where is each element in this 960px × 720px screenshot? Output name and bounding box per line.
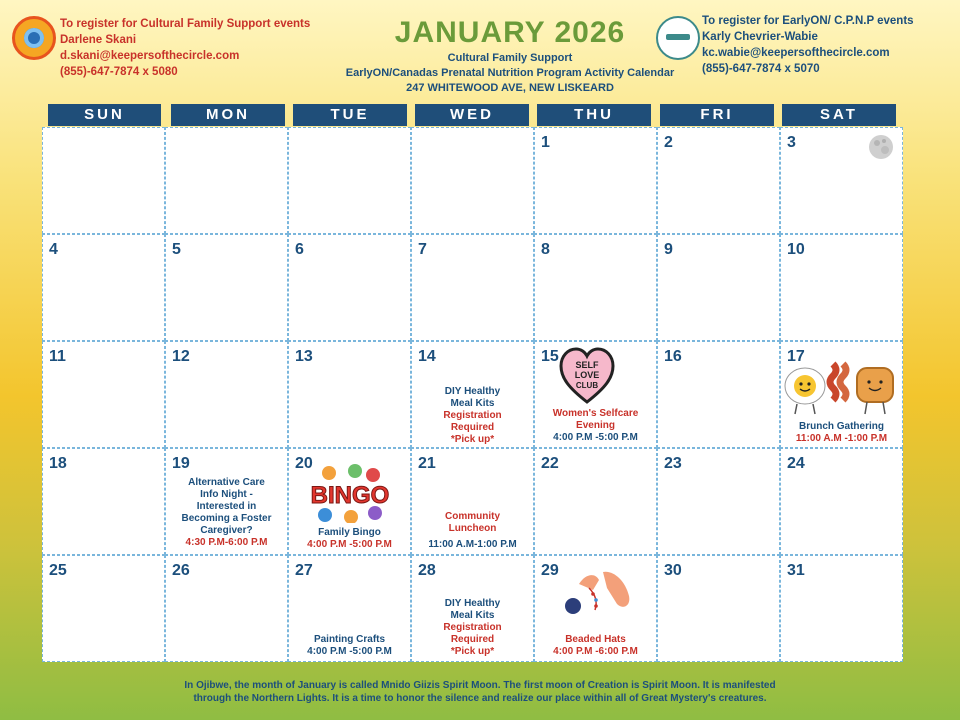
cultural-family-contact xyxy=(60,16,310,80)
day-number: 23 xyxy=(664,455,682,472)
day-number: 27 xyxy=(295,562,313,579)
weekday-header-wed: WED xyxy=(415,104,529,126)
footer-line: In Ojibwe, the month of January is called Mnido Giizis Spirit Moon. The first moon of Creation is Spirit Moon. It is manifested xyxy=(184,680,776,691)
day-number: 28 xyxy=(418,562,436,579)
day-cell-20[interactable] xyxy=(288,448,411,555)
day-cell-28[interactable] xyxy=(411,555,534,662)
event-title-line: Info Night - xyxy=(200,489,253,500)
event-beaded-hats[interactable] xyxy=(535,634,656,658)
weekday-header-fri: FRI xyxy=(660,104,774,126)
event-title-line: Becoming a Foster xyxy=(181,513,272,524)
event-time: 4:00 P.M -5:00 P.M xyxy=(553,432,638,443)
day-number: 10 xyxy=(787,241,805,258)
event-family-bingo[interactable] xyxy=(289,527,410,551)
event-alternative-care[interactable] xyxy=(166,477,287,549)
day-cell-24[interactable] xyxy=(780,448,903,555)
heart-text: SELF xyxy=(575,360,599,370)
event-note-line: Registration xyxy=(443,410,502,421)
subtitle-calendar: EarlyON/Canadas Prenatal Nutrition Program Activity Calendar xyxy=(345,67,675,79)
day-cell-empty xyxy=(165,127,288,234)
event-title-line: Beaded Hats xyxy=(565,634,626,645)
contact-email[interactable]: d.skani@keepersofthecircle.com xyxy=(60,50,240,62)
beading-hands-icon xyxy=(559,566,637,622)
event-meal-kits[interactable] xyxy=(412,598,533,658)
day-cell-11[interactable] xyxy=(42,341,165,448)
day-cell-15[interactable] xyxy=(534,341,657,448)
day-number: 14 xyxy=(418,348,436,365)
day-cell-30[interactable] xyxy=(657,555,780,662)
weekday-header-sat: SAT xyxy=(782,104,896,126)
self-love-heart-icon xyxy=(559,346,615,406)
contact-name: Darlene Skani xyxy=(60,34,137,46)
contact-name: Karly Chevrier-Wabie xyxy=(702,31,818,43)
event-title-line: Interested in xyxy=(196,501,257,512)
weekday-header-mon: MON xyxy=(171,104,285,126)
event-title-line: Family Bingo xyxy=(318,527,381,538)
day-cell-25[interactable] xyxy=(42,555,165,662)
day-cell-14[interactable] xyxy=(411,341,534,448)
day-number: 30 xyxy=(664,562,682,579)
event-title-line: Women's Selfcare xyxy=(552,408,639,419)
day-cell-26[interactable] xyxy=(165,555,288,662)
day-cell-27[interactable] xyxy=(288,555,411,662)
event-title-line: DIY Healthy xyxy=(444,598,501,609)
day-number: 11 xyxy=(49,348,66,365)
subtitle-address: 247 WHITEWOOD AVE, NEW LISKEARD xyxy=(406,82,614,94)
event-note-line: *Pick up* xyxy=(450,646,495,657)
contact-phone[interactable]: (855)-647-7874 x 5080 xyxy=(60,66,178,78)
brunch-food-characters-icon xyxy=(783,358,901,416)
organization-logo-right-icon xyxy=(656,16,700,60)
day-cell-empty xyxy=(288,127,411,234)
day-number: 24 xyxy=(787,455,805,472)
day-number: 21 xyxy=(418,455,436,472)
heart-text: CLUB xyxy=(575,381,599,390)
day-number: 15 xyxy=(541,348,559,365)
page-title: JANUARY 2026 xyxy=(394,16,626,49)
day-number: 18 xyxy=(49,455,67,472)
event-title-line: DIY Healthy xyxy=(444,386,501,397)
day-number: 8 xyxy=(541,241,550,258)
day-cell-9[interactable] xyxy=(657,234,780,341)
day-cell-8[interactable] xyxy=(534,234,657,341)
event-title-line: Evening xyxy=(576,420,615,431)
day-number: 6 xyxy=(295,241,304,258)
event-time: 11:00 A.M -1:00 P.M xyxy=(795,433,888,444)
contact-phone[interactable]: (855)-647-7874 x 5070 xyxy=(702,63,820,75)
organization-logo-left-icon xyxy=(12,16,56,60)
event-community-luncheon[interactable] xyxy=(412,511,533,551)
day-number: 13 xyxy=(295,348,313,365)
day-cell-13[interactable] xyxy=(288,341,411,448)
day-cell-1[interactable] xyxy=(534,127,657,234)
day-cell-3[interactable] xyxy=(780,127,903,234)
day-cell-7[interactable] xyxy=(411,234,534,341)
contact-line: To register for Cultural Family Support events xyxy=(60,18,311,30)
day-number: 26 xyxy=(172,562,190,579)
event-note-line: Registration xyxy=(443,622,502,633)
event-womens-selfcare[interactable] xyxy=(535,408,656,444)
contact-line: To register for EarlyON/ C.P.N.P events xyxy=(702,15,914,27)
event-time: 4:00 P.M -5:00 P.M xyxy=(307,646,392,657)
footer-line: through the Northern Lights. It is a time to honor the silence and realize our place within all of Great Mystery's creatures. xyxy=(193,693,767,704)
footer-note xyxy=(130,679,830,705)
event-time: 11:00 A.M-1:00 P.M xyxy=(428,539,517,550)
day-number: 20 xyxy=(295,455,313,472)
event-title-line: Caregiver? xyxy=(200,525,253,536)
day-cell-16[interactable] xyxy=(657,341,780,448)
bingo-balls-icon xyxy=(305,463,395,523)
day-number: 29 xyxy=(541,562,559,579)
day-number: 5 xyxy=(172,241,181,258)
day-cell-18[interactable] xyxy=(42,448,165,555)
day-cell-23[interactable] xyxy=(657,448,780,555)
event-time: 4:30 P.M-6:00 P.M xyxy=(185,537,268,548)
day-cell-empty xyxy=(42,127,165,234)
day-number: 19 xyxy=(172,455,190,472)
contact-email[interactable]: kc.wabie@keepersofthecircle.com xyxy=(702,47,890,59)
day-number: 4 xyxy=(49,241,58,258)
day-cell-31[interactable] xyxy=(780,555,903,662)
day-number: 3 xyxy=(787,134,796,151)
calendar-grid xyxy=(42,127,903,662)
day-number: 17 xyxy=(787,348,805,365)
heart-text: LOVE xyxy=(574,370,600,380)
event-title-line: Community xyxy=(445,511,500,522)
event-title-line: Alternative Care xyxy=(188,477,265,488)
event-brunch-gathering[interactable] xyxy=(781,421,902,445)
event-painting-crafts[interactable] xyxy=(289,634,410,658)
event-title-line: Meal Kits xyxy=(450,610,495,621)
full-moon-icon xyxy=(868,134,894,160)
day-number: 16 xyxy=(664,348,682,365)
bingo-text: BINGO xyxy=(310,482,390,509)
event-title-line: Meal Kits xyxy=(450,398,495,409)
weekday-header-sun: SUN xyxy=(48,104,161,126)
day-cell-6[interactable] xyxy=(288,234,411,341)
day-number: 25 xyxy=(49,562,67,579)
day-cell-10[interactable] xyxy=(780,234,903,341)
day-number: 31 xyxy=(787,562,805,579)
day-number: 22 xyxy=(541,455,559,472)
event-title-line: Brunch Gathering xyxy=(798,421,884,432)
event-note-line: Required xyxy=(450,634,495,645)
day-number: 12 xyxy=(172,348,190,365)
day-cell-21[interactable] xyxy=(411,448,534,555)
day-cell-12[interactable] xyxy=(165,341,288,448)
event-time: 4:00 P.M -5:00 P.M xyxy=(307,539,392,550)
event-title-line: Painting Crafts xyxy=(313,634,386,645)
event-meal-kits[interactable] xyxy=(412,386,533,446)
event-note-line: Required xyxy=(450,422,495,433)
earlyon-contact xyxy=(702,13,914,77)
day-cell-5[interactable] xyxy=(165,234,288,341)
weekday-header-tue: TUE xyxy=(293,104,407,126)
day-cell-22[interactable] xyxy=(534,448,657,555)
day-number: 1 xyxy=(541,134,550,151)
day-cell-2[interactable] xyxy=(657,127,780,234)
day-cell-17[interactable] xyxy=(780,341,903,448)
day-number: 2 xyxy=(664,134,673,151)
day-cell-empty xyxy=(411,127,534,234)
day-cell-29[interactable] xyxy=(534,555,657,662)
event-note-line: *Pick up* xyxy=(450,434,495,445)
event-title-line: Luncheon xyxy=(448,523,497,534)
day-number: 7 xyxy=(418,241,427,258)
event-time: 4:00 P.M -6:00 P.M xyxy=(553,646,638,657)
day-cell-4[interactable] xyxy=(42,234,165,341)
day-number: 9 xyxy=(664,241,673,258)
day-cell-19[interactable] xyxy=(165,448,288,555)
weekday-header-thu: THU xyxy=(537,104,651,126)
subtitle-program: Cultural Family Support xyxy=(447,52,573,64)
